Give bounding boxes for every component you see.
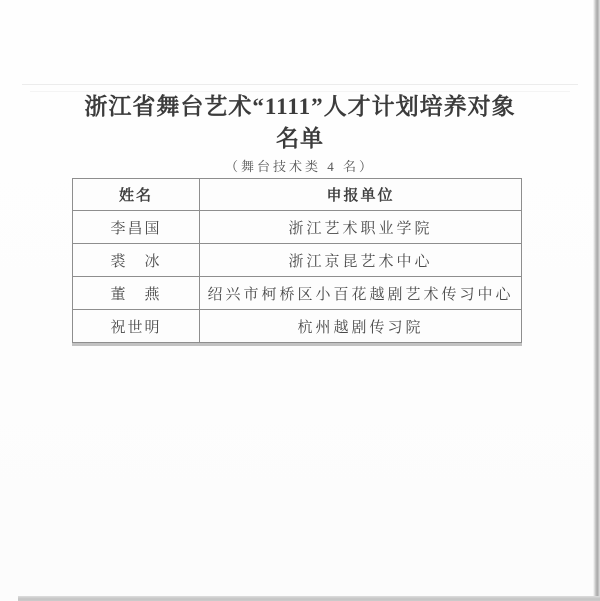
page-title-line1: 浙江省舞台艺术“1111”人才计划培养对象 xyxy=(84,94,516,119)
name-cell: 祝世明 xyxy=(73,310,200,343)
table-row xyxy=(73,310,522,343)
unit-cell: 浙江艺术职业学院 xyxy=(200,211,522,244)
name-cell: 董 燕 xyxy=(73,277,200,310)
page-title-line2: 名单 xyxy=(276,126,324,151)
scan-edge-right xyxy=(593,0,600,601)
unit-cell: 浙江京昆艺术中心 xyxy=(200,244,522,277)
table-row xyxy=(73,244,522,277)
name-cell: 裘 冰 xyxy=(73,244,200,277)
table-row xyxy=(73,211,522,244)
name-cell: 李昌国 xyxy=(73,211,200,244)
table-header-row xyxy=(73,179,522,211)
table-row xyxy=(73,277,522,310)
page-subtitle: （舞台技术类 4 名） xyxy=(224,159,375,174)
scan-edge-bottom xyxy=(18,596,600,601)
unit-cell: 杭州越剧传习院 xyxy=(200,310,522,343)
page-title xyxy=(40,91,560,155)
header-cell-unit: 申报单位 xyxy=(200,179,522,211)
header-cell-name: 姓名 xyxy=(73,179,200,211)
roster-table xyxy=(72,178,522,343)
unit-cell: 绍兴市柯桥区小百花越剧艺术传习中心 xyxy=(200,277,522,310)
scan-artifact-line xyxy=(22,84,578,85)
